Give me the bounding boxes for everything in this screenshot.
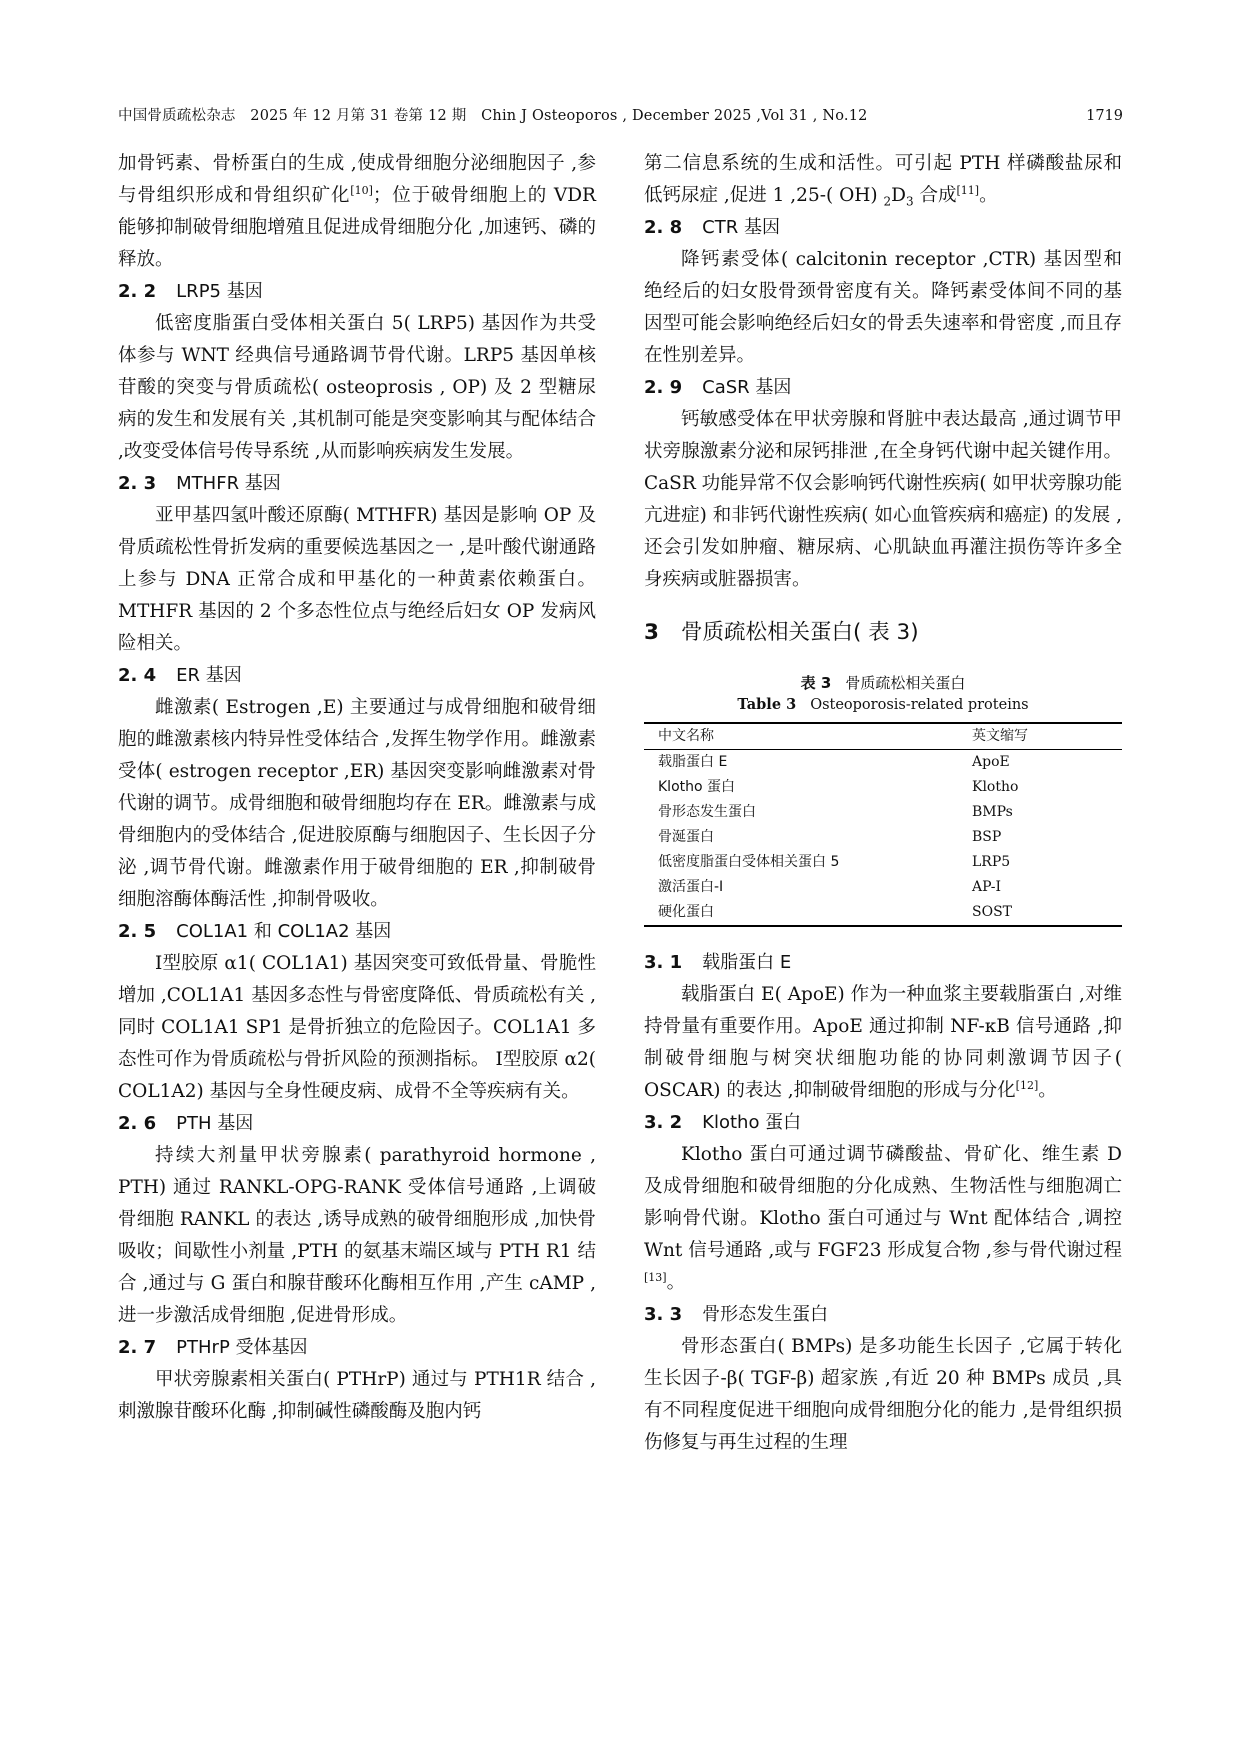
section-heading-3-2: 3. 2 Klotho 蛋白 (644, 1112, 802, 1133)
table-header-row (644, 723, 1122, 750)
section-heading-2-9: 2. 9 CaSR 基因 (644, 377, 792, 398)
table-row: 硬化蛋白 SOST (644, 900, 1122, 926)
left-column (118, 148, 596, 1428)
page-number: 1719 (1086, 108, 1123, 124)
right-column (644, 148, 1122, 1459)
paragraph-pth: 持续大剂量甲状旁腺素( parathyroid hormone , PTH) 通过 RANKL-OPG-RANK 受体信号通路 ,上调破骨细胞 RANKL 的表达 ,诱导成熟的破骨细胞形成 ,加快骨吸收；间歇性小剂量 ,PTH 的氨基末端区域与 PTH R1 结合 ,通过与 G 蛋白和腺苷酸环化酶相互作用 ,产生 cAMP ,进一步激活成骨细胞 ,促进骨形成。 (118, 1145, 596, 1326)
running-header (118, 104, 1123, 125)
paragraph-ctr: 降钙素受体( calcitonin receptor ,CTR) 基因型和绝经后的妇女股骨颈骨密度有关。降钙素受体间不同的基因型可能会影响绝经后妇女的骨丢失速率和骨密度 ,而且存在性别差异。 (644, 249, 1122, 366)
protein-table (644, 722, 1122, 927)
section-heading-3: 3 骨质疏松相关蛋白( 表 3) (644, 620, 919, 645)
section-heading-2-8: 2. 8 CTR 基因 (644, 217, 780, 238)
table-caption-cn: 表 3 骨质疏松相关蛋白 (800, 674, 966, 692)
citation[interactable]: [11] (956, 183, 980, 197)
table-caption-en: Table 3 Osteoporosis-related proteins (737, 696, 1029, 713)
section-heading-2-5: 2. 5 COL1A1 和 COL1A2 基因 (118, 921, 392, 942)
paragraph-er: 雌激素( Estrogen ,E) 主要通过与成骨细胞和破骨细胞的雌激素核内特异性受体结合 ,发挥生物学作用。雌激素受体( estrogen receptor ,ER) 基因突变影响雌激素对骨代谢的调节。成骨细胞和破骨细胞均存在 ER。雌激素与成骨细胞内的受体结合 ,促进胶原酶与细胞因子、生长因子分泌 ,调节骨代谢。雌激素作用于破骨细胞的 ER ,抑制破骨细胞溶酶体酶活性 ,抑制骨吸收。 (118, 697, 596, 910)
table-row: Klotho 蛋白 Klotho (658, 779, 1019, 795)
section-heading-2-7: 2. 7 PTHrP 受体基因 (118, 1337, 308, 1358)
table-row: 骨形态发生蛋白 BMPs (658, 804, 1013, 820)
table-row: 骨涎蛋白 BSP (658, 829, 1002, 845)
col-header-abbr: 英文缩写 (972, 728, 1028, 744)
journal-info: 中国骨质疏松杂志 2025 年 12 月第 31 卷第 12 期 Chin J Osteoporos , December 2025 ,Vol 31 , No.12 (118, 108, 868, 124)
section-heading-2-2: 2. 2 LRP5 基因 (118, 281, 263, 302)
section-heading-3-3: 3. 3 骨形态发生蛋白 (644, 1304, 829, 1325)
table-row: 激活蛋白-I AP-I (658, 879, 1002, 895)
section-heading-3-1: 3. 1 载脂蛋白 E (644, 952, 792, 973)
paragraph-apoe: 载脂蛋白 E( ApoE) 作为一种血浆主要载脂蛋白 ,对维持骨量有重要作用。ApoE 通过抑制 NF-κB 信号通路 ,抑制破骨细胞与树突状细胞功能的协同刺激调节因子( OSCAR) 的表达 ,抑制破骨细胞的形成与分化[12]。 (644, 984, 1122, 1101)
table-row: 载脂蛋白 E ApoE (658, 754, 1010, 770)
paragraph-bmps: 骨形态蛋白( BMPs) 是多功能生长因子 ,它属于转化生长因子-β( TGF-β) 超家族 ,有近 20 种 BMPs 成员 ,具有不同程度促进干细胞向成骨细胞分化的能力 ,是骨组织损伤修复与再生过程的生理 (644, 1336, 1122, 1453)
citation[interactable]: [13] (644, 1270, 667, 1284)
paragraph-col1a1: Ⅰ型胶原 α1( COL1A1) 基因突变可致低骨量、骨脆性增加 ,COL1A1 基因多态性与骨密度降低、骨质疏松有关 ,同时 COL1A1 SP1 是骨折独立的危险因子。COL1A1 多态性可作为骨质疏松与骨折风险的预测指标。 Ⅰ型胶原 α2( COL1A2) 基因与全身性硬皮病、成骨不全等疾病有关。 (118, 953, 596, 1102)
paragraph-klotho: Klotho 蛋白可通过调节磷酸盐、骨矿化、维生素 D 及成骨细胞和破骨细胞的分化成熟、生物活性与细胞凋亡影响骨代谢。Klotho 蛋白可通过与 Wnt 配体结合 ,调控 Wnt 信号通路 ,或与 FGF23 形成复合物 ,参与骨代谢过程[13]。 (644, 1144, 1122, 1293)
section-heading-2-6: 2. 6 PTH 基因 (118, 1113, 254, 1134)
table-3 (644, 672, 1122, 927)
citation[interactable]: [12] (1015, 1078, 1039, 1092)
paragraph-mthfr: 亚甲基四氢叶酸还原酶( MTHFR) 基因是影响 OP 及骨质疏松性骨折发病的重要候选基因之一 ,是叶酸代谢通路上参与 DNA 正常合成和甲基化的一种黄素依赖蛋白。MTHFR 基因的 2 个多态性位点与绝经后妇女 OP 发病风险相关。 (118, 505, 596, 654)
citation[interactable]: [10] (350, 183, 373, 197)
table-row: 低密度脂蛋白受体相关蛋白 5 LRP5 (658, 854, 1011, 870)
paragraph-casr: 钙敏感受体在甲状旁腺和肾脏中表达最高 ,通过调节甲状旁腺激素分泌和尿钙排泄 ,在全身钙代谢中起关键作用。CaSR 功能异常不仅会影响钙代谢性疾病( 如甲状旁腺功能亢进症) 和非钙代谢性疾病( 如心血管疾病和癌症) 的发展 ,还会引发如肿瘤、糖尿病、心肌缺血再灌注损伤等许多全身疾病或脏器损害。 (644, 409, 1122, 590)
section-heading-2-3: 2. 3 MTHFR 基因 (118, 473, 281, 494)
paragraph-intro: 加骨钙素、骨桥蛋白的生成 ,使成骨细胞分泌细胞因子 ,参与骨组织形成和骨组织矿化[10]；位于破骨细胞上的 VDR 能够抑制破骨细胞增殖且促进成骨细胞分化 ,加速钙、磷的释放。 (118, 153, 596, 270)
section-heading-2-4: 2. 4 ER 基因 (118, 665, 242, 686)
col-header-cn-name: 中文名称 (658, 728, 714, 744)
paragraph-lrp5: 低密度脂蛋白受体相关蛋白 5( LRP5) 基因作为共受体参与 WNT 经典信号通路调节骨代谢。LRP5 基因单核苷酸的突变与骨质疏松( osteoprosis , OP) 及 2 型糖尿病的发生和发展有关 ,其机制可能是突变影响其与配体结合 ,改变受体信号传导系统 ,从而影响疾病发生发展。 (118, 313, 596, 462)
paragraph-pthrp: 甲状旁腺素相关蛋白( PTHrP) 通过与 PTH1R 结合 ,刺激腺苷酸环化酶 ,抑制碱性磷酸酶及胞内钙 (118, 1369, 596, 1422)
paragraph-continued: 第二信息系统的生成和活性。可引起 PTH 样磷酸盐尿和低钙尿症 ,促进 1 ,25-( OH) $_2D_3$ 合成[11]。 (644, 153, 1122, 209)
